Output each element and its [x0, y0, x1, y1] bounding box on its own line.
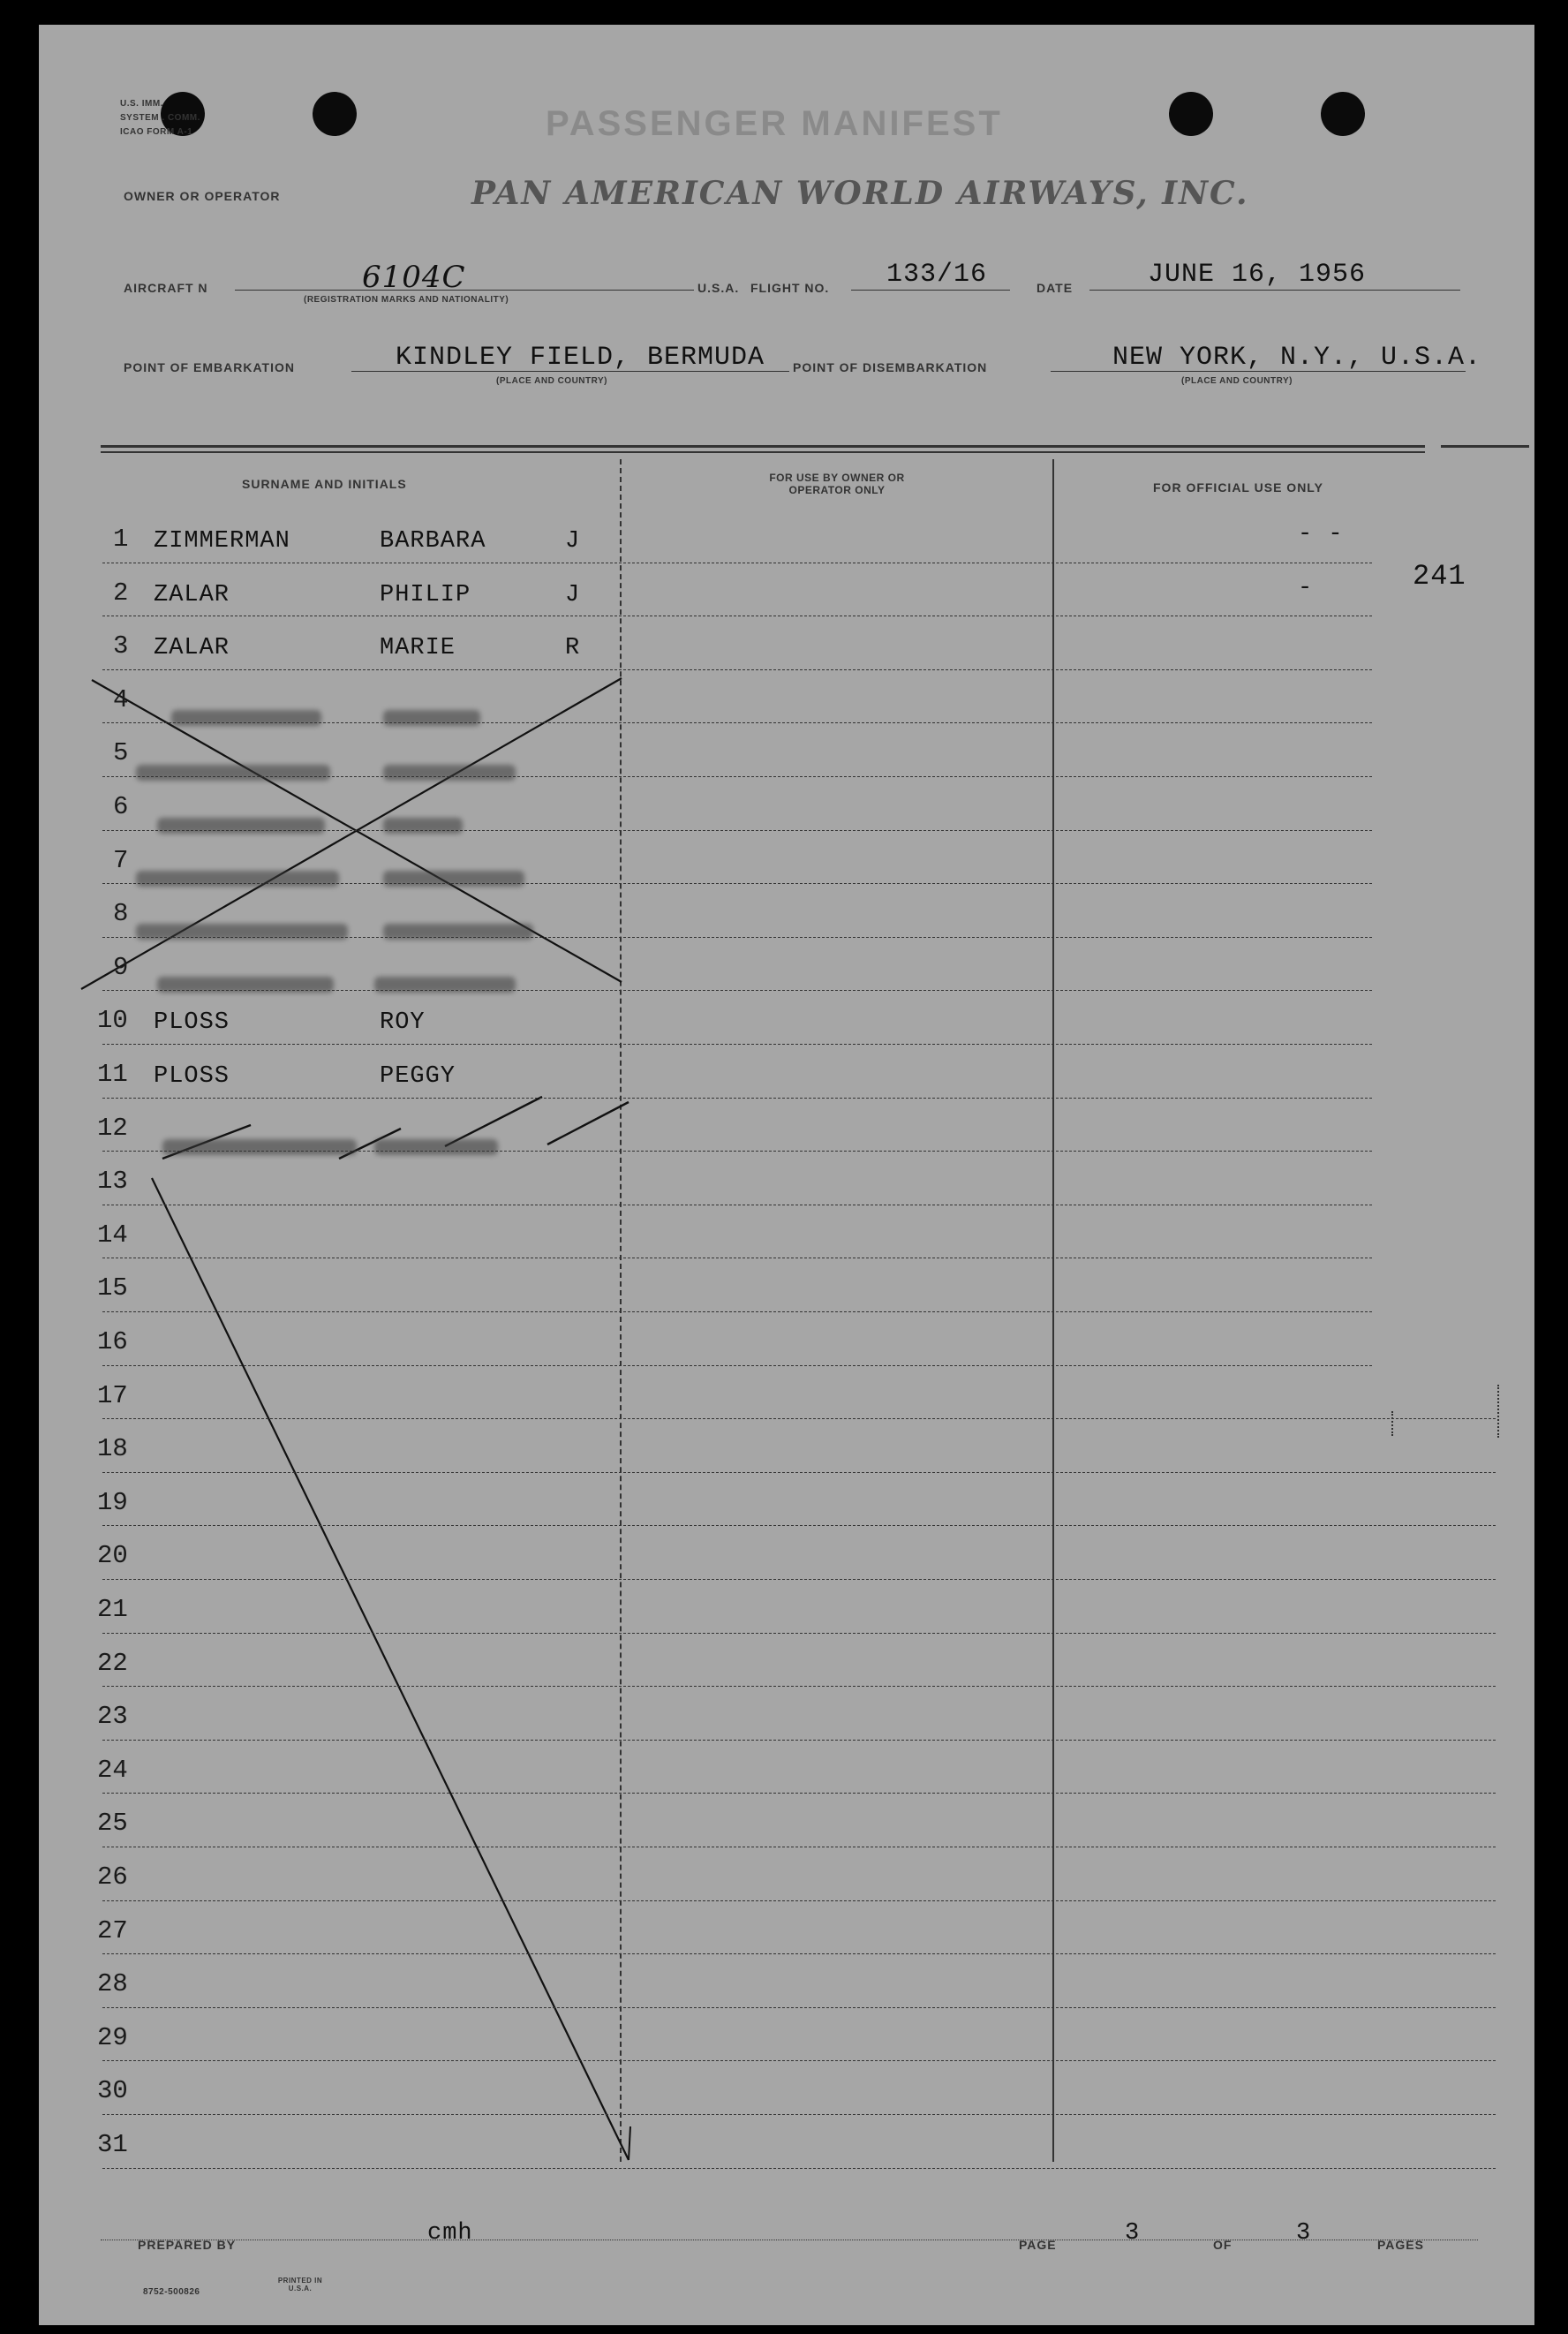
document-title: PASSENGER MANIFEST: [546, 104, 1003, 143]
disembarkation-value: NEW YORK, N.Y., U.S.A.: [1112, 343, 1482, 373]
of-value: 3: [1296, 2220, 1312, 2247]
row-number: 25: [97, 1809, 128, 1839]
disembarkation-label: POINT OF DISEMBARKATION: [793, 360, 988, 374]
passenger-surname: ZALAR: [154, 635, 230, 662]
passenger-given: PHILIP: [380, 581, 471, 608]
row-number: 4: [113, 684, 129, 714]
margin-note: 241: [1413, 560, 1466, 593]
disembarkation-caption: (PLACE AND COUNTRY): [1181, 376, 1293, 386]
passenger-given: PEGGY: [380, 1063, 456, 1090]
flight-label: FLIGHT NO.: [750, 281, 830, 295]
void-diagonal: [152, 1178, 629, 2160]
date-label: DATE: [1037, 281, 1074, 295]
pages-label: PAGES: [1377, 2238, 1424, 2252]
row-number: 9: [113, 952, 129, 982]
aircraft-value: 6104C: [362, 260, 466, 295]
row-number: 31: [97, 2130, 128, 2159]
airline-name: PAN AMERICAN WORLD AIRWAYS, INC.: [471, 175, 1249, 212]
row-number: 15: [97, 1273, 128, 1303]
row-rule: [102, 2060, 1496, 2061]
official-use-mark: - -: [1298, 521, 1344, 548]
manifest-page: [39, 25, 1534, 2325]
row-number: 2: [113, 578, 129, 608]
row-rule: [102, 1044, 1372, 1045]
row12-slash-4: [547, 1102, 629, 1144]
row-number: 17: [97, 1380, 128, 1410]
passenger-surname: PLOSS: [154, 1009, 230, 1037]
row-number: 7: [113, 845, 129, 875]
row-rule: [102, 2114, 1496, 2115]
passenger-surname: PLOSS: [154, 1063, 230, 1090]
row-number: 22: [97, 1648, 128, 1678]
strike-marks: [39, 25, 1534, 2325]
page-value: 3: [1125, 2220, 1141, 2247]
row-rule: [102, 1098, 1372, 1099]
owner-label: OWNER OR OPERATOR: [124, 189, 281, 203]
row-number: 20: [97, 1541, 128, 1571]
passenger-initial: J: [565, 581, 581, 608]
passenger-given: MARIE: [380, 635, 456, 662]
row-rule: [102, 669, 1372, 670]
row-number: 5: [113, 738, 129, 768]
surname-column-header: SURNAME AND INITIALS: [242, 477, 407, 491]
row-rule: [102, 883, 1372, 884]
corner-text-2: SYSTEM . COMM.: [120, 113, 200, 123]
row-number: 11: [97, 1060, 128, 1089]
embarkation-value: KINDLEY FIELD, BERMUDA: [396, 343, 765, 373]
row-rule: [102, 1151, 1372, 1152]
flight-value: 133/16: [886, 260, 988, 290]
row-rule: [102, 1900, 1496, 1901]
passenger-initial: R: [565, 635, 581, 662]
row-number: 12: [97, 1113, 128, 1143]
aircraft-label: AIRCRAFT N: [124, 281, 208, 295]
date-value: JUNE 16, 1956: [1148, 260, 1367, 290]
row-rule: [102, 990, 1372, 991]
prepared-by-label: PREPARED BY: [138, 2238, 237, 2252]
row-number: 13: [97, 1167, 128, 1197]
row-rule: [102, 1686, 1496, 1687]
row-number: 14: [97, 1220, 128, 1250]
prepared-by-value: cmh: [427, 2220, 473, 2247]
row-number: 24: [97, 1755, 128, 1785]
row-rule: [102, 776, 1372, 777]
row-number: 16: [97, 1327, 128, 1356]
passenger-given: BARBARA: [380, 528, 486, 555]
passenger-surname: ZIMMERMAN: [154, 528, 290, 555]
corner-text-3: ICAO FORM A-1: [120, 127, 193, 137]
row-rule: [102, 1311, 1372, 1312]
row-number: 27: [97, 1915, 128, 1945]
corner-text-1: U.S. IMM.: [120, 99, 163, 109]
row-rule: [102, 1793, 1496, 1794]
embarkation-label: POINT OF EMBARKATION: [124, 360, 295, 374]
row-rule: [102, 1525, 1496, 1526]
row-number: 18: [97, 1434, 128, 1464]
embarkation-caption: (PLACE AND COUNTRY): [496, 376, 607, 386]
row-number: 19: [97, 1487, 128, 1517]
page-label: PAGE: [1019, 2238, 1057, 2252]
row-number: 10: [97, 1006, 128, 1036]
printed-note: PRINTED IN U.S.A.: [277, 2277, 323, 2292]
official-use-mark: -: [1298, 574, 1314, 601]
row-rule: [102, 1740, 1496, 1741]
row-rule: [102, 1579, 1496, 1580]
row-number: 6: [113, 792, 129, 821]
row-rule: [102, 2007, 1496, 2008]
owner-use-column-header: FOR USE BY OWNER OR OPERATOR ONLY: [769, 472, 905, 496]
row-rule: [102, 2168, 1496, 2169]
registration-caption: (REGISTRATION MARKS AND NATIONALITY): [304, 295, 509, 305]
row-number: 3: [113, 631, 129, 661]
passenger-given: ROY: [380, 1009, 426, 1037]
row-rule: [102, 1633, 1496, 1634]
row-number: 26: [97, 1862, 128, 1892]
row-rule: [102, 722, 1372, 723]
row-number: 23: [97, 1702, 128, 1732]
row-rule: [102, 1953, 1496, 1954]
row-number: 1: [113, 525, 129, 554]
row-number: 21: [97, 1595, 128, 1624]
row-rule: [102, 937, 1372, 938]
row-number: 29: [97, 2022, 128, 2052]
form-number: 8752-500826: [143, 2287, 200, 2297]
official-use-column-header: FOR OFFICIAL USE ONLY: [1153, 480, 1323, 495]
row-number: 8: [113, 899, 129, 929]
row-rule: [102, 1365, 1372, 1366]
usa-label: U.S.A.: [697, 281, 740, 295]
passenger-surname: ZALAR: [154, 581, 230, 608]
row-number: 28: [97, 1969, 128, 1999]
x-mark-line-2: [81, 678, 622, 989]
passenger-initial: J: [565, 528, 581, 555]
void-diagonal-hook: [629, 2126, 630, 2160]
of-label: OF: [1213, 2238, 1233, 2252]
row-rule: [102, 830, 1372, 831]
row-number: 30: [97, 2076, 128, 2106]
row-rule: [102, 1472, 1496, 1473]
row-rule: [102, 1418, 1496, 1419]
